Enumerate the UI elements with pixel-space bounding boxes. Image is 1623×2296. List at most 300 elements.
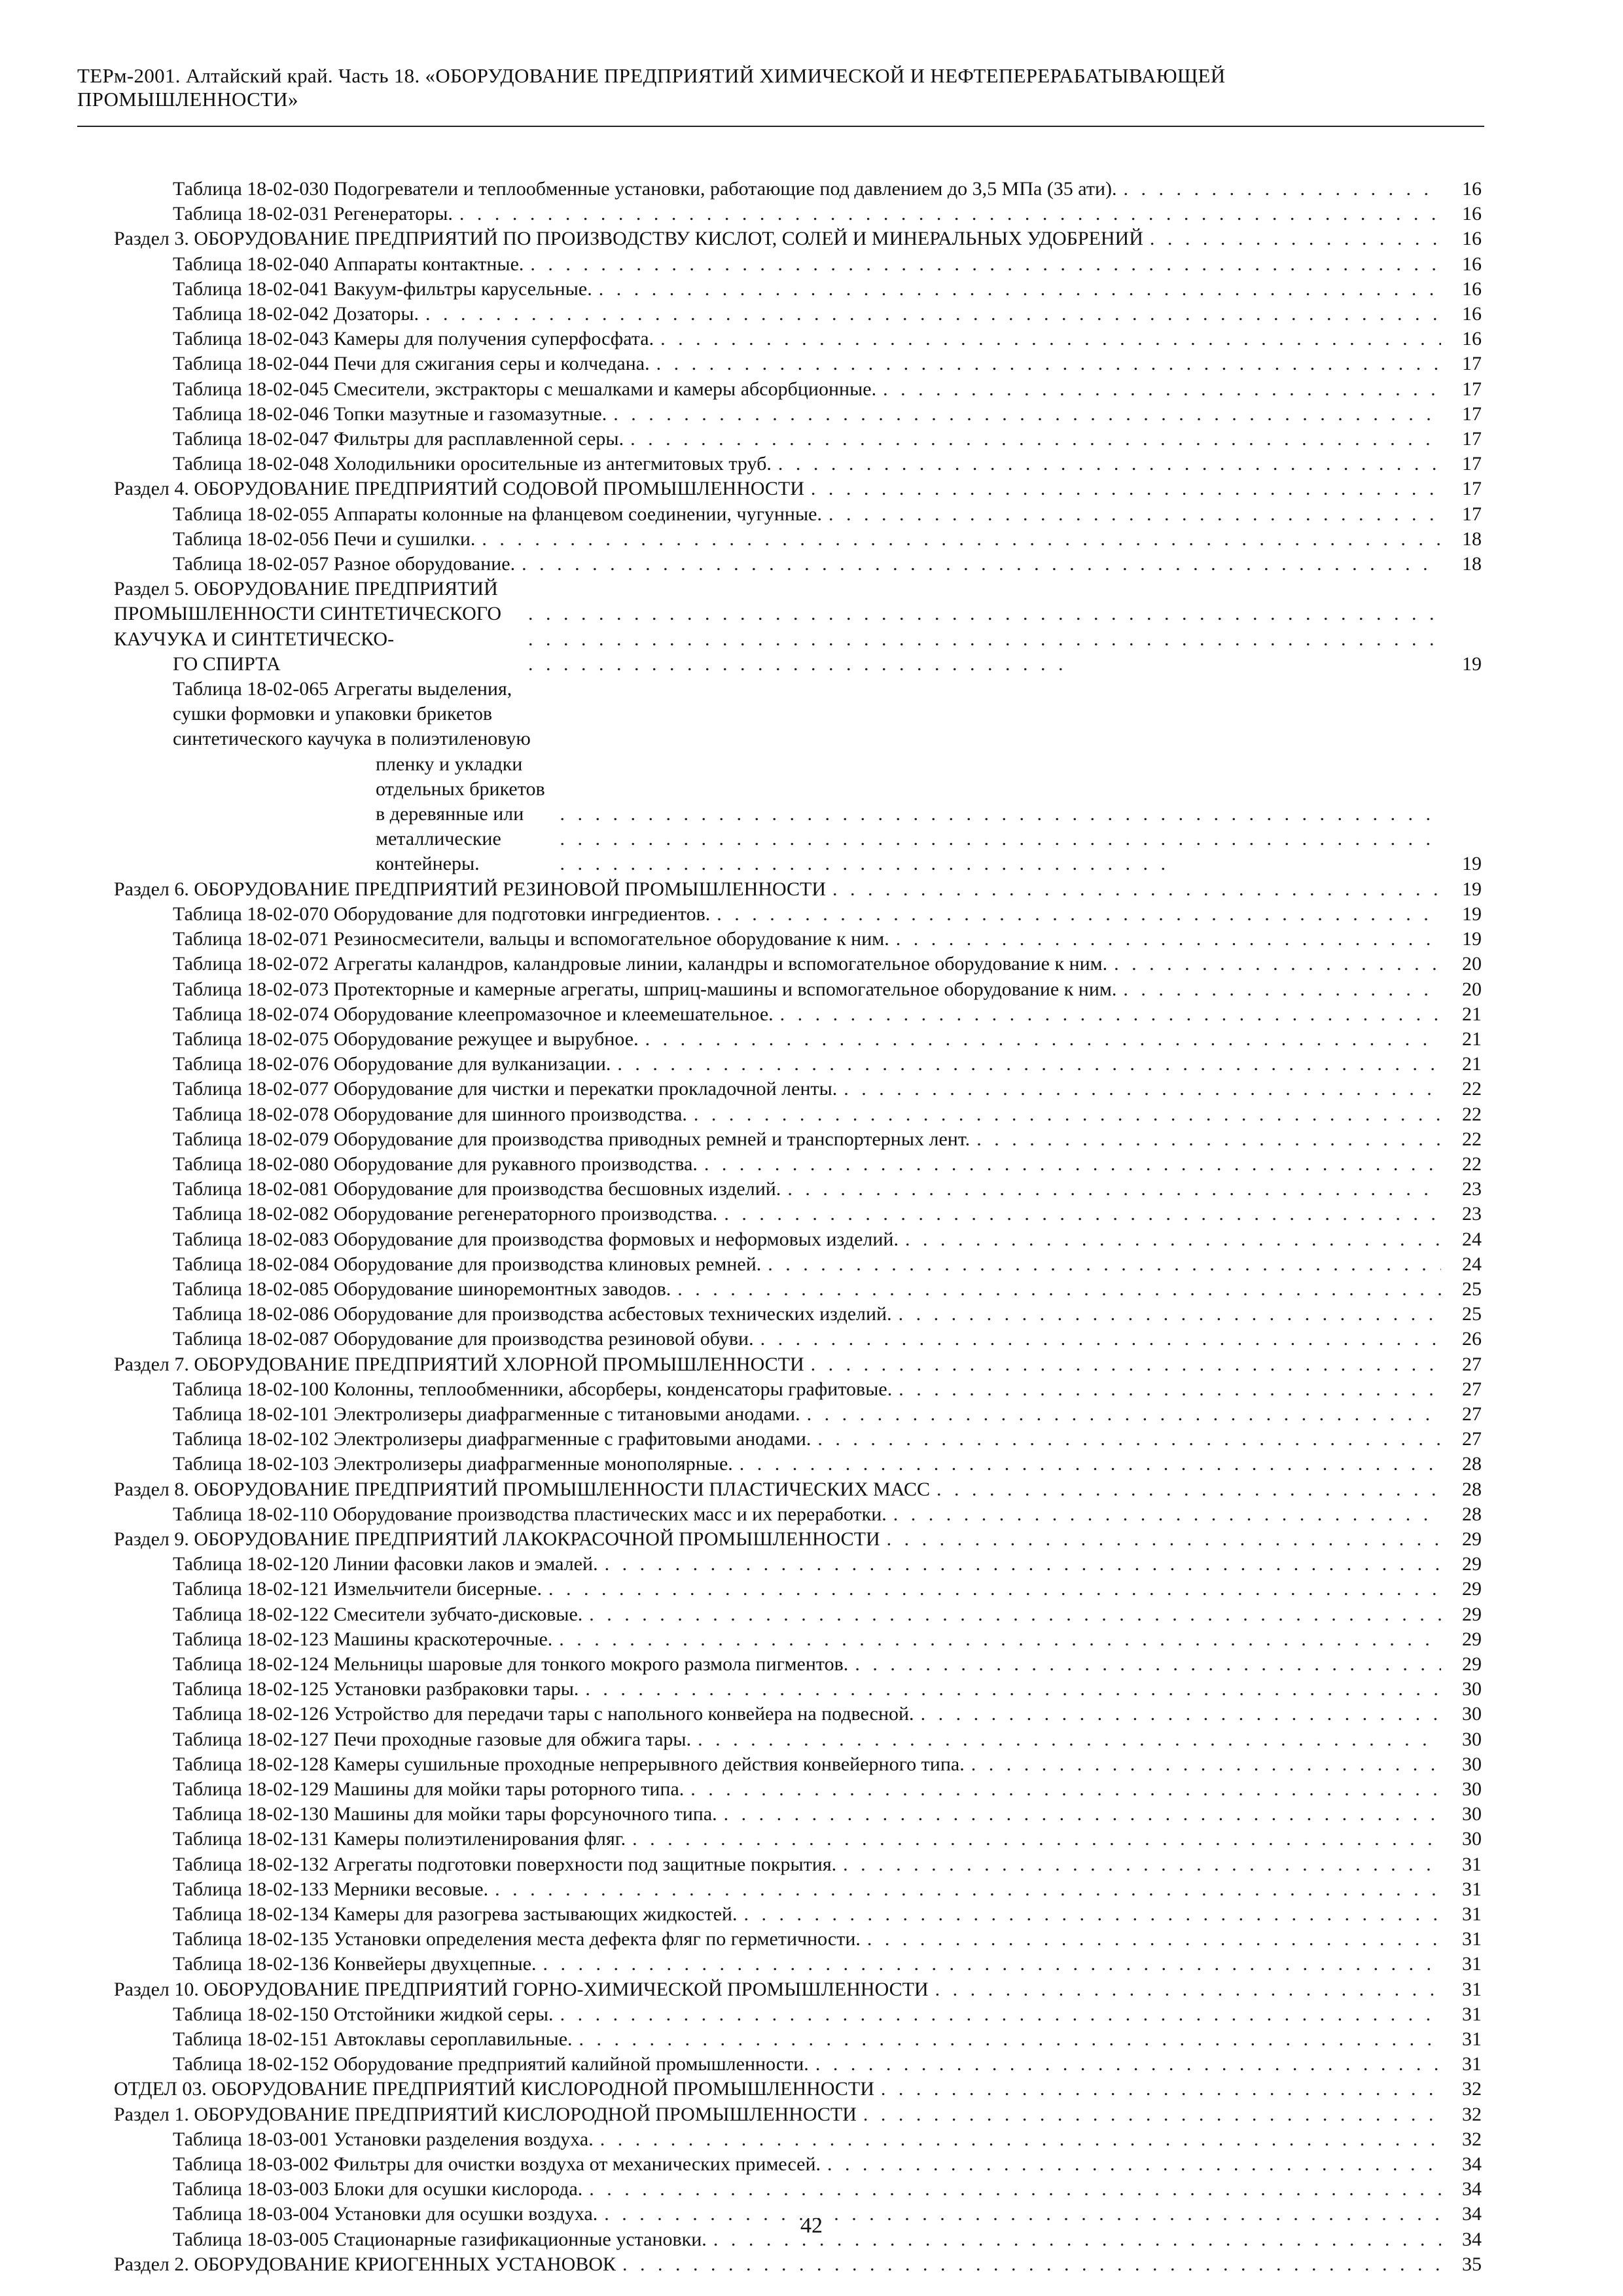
toc-page-number: 29 bbox=[1462, 1578, 1482, 1600]
toc-table-entry[interactable] bbox=[114, 1302, 1482, 1327]
toc-page-number: 27 bbox=[1462, 1353, 1482, 1375]
toc-table-entry[interactable] bbox=[114, 502, 1482, 527]
toc-entry-title bbox=[173, 677, 553, 877]
toc-dot-leader bbox=[743, 1902, 1441, 1927]
toc-page-number: 29 bbox=[1462, 1603, 1482, 1625]
toc-dot-leader bbox=[704, 1152, 1441, 1177]
toc-table-entry[interactable] bbox=[114, 1752, 1482, 1777]
toc-table-entry[interactable] bbox=[114, 302, 1482, 327]
toc-page-number: 34 bbox=[1462, 2153, 1482, 2176]
toc-page-number: 31 bbox=[1462, 1853, 1482, 1875]
toc-table-entry[interactable] bbox=[114, 1602, 1482, 1627]
toc-dot-leader bbox=[843, 1852, 1441, 1877]
toc-entry-title: Таблица 18-02-085 Оборудование шиноремонтных заводов. bbox=[173, 1278, 671, 1300]
toc-page-number: 30 bbox=[1462, 1803, 1482, 1825]
toc-page-number: 28 bbox=[1462, 1503, 1482, 1525]
page-number: 42 bbox=[800, 2214, 823, 2238]
toc-dot-leader bbox=[893, 1502, 1441, 1527]
toc-dot-leader bbox=[971, 1752, 1441, 1777]
toc-entry-title: Таблица 18-02-087 Оборудование для производства резиновой обуви. bbox=[173, 1328, 754, 1350]
toc-page-number: 29 bbox=[1462, 1653, 1482, 1675]
toc-dot-leader bbox=[811, 476, 1441, 501]
toc-page-number: 16 bbox=[1462, 328, 1482, 350]
toc-page-number: 31 bbox=[1462, 2003, 1482, 2025]
toc-entry-title: Таблица 18-02-073 Протекторные и камерные агрегаты, шприц-машины и вспомогательное оборудование к ним. bbox=[173, 978, 1117, 1000]
toc-dot-leader bbox=[600, 2127, 1441, 2152]
toc-entry-title: Таблица 18-02-121 Измельчители бисерные. bbox=[173, 1578, 542, 1600]
toc-table-entry[interactable] bbox=[114, 1727, 1482, 1752]
toc-dot-leader bbox=[760, 1327, 1441, 1352]
toc-dot-leader bbox=[896, 927, 1441, 952]
toc-dot-leader bbox=[780, 1002, 1441, 1027]
toc-page-number: 16 bbox=[1462, 203, 1482, 225]
toc-table-entry[interactable] bbox=[114, 1377, 1482, 1402]
toc-table-entry[interactable] bbox=[114, 1102, 1482, 1127]
toc-table-entry[interactable] bbox=[114, 1652, 1482, 1677]
header-line-2: ПРОМЫШЛЕННОСТИ» bbox=[77, 88, 298, 111]
toc-entry-title: Таблица 18-02-070 Оборудование для подготовки ингредиентов. bbox=[173, 903, 711, 925]
toc-page-number: 30 bbox=[1462, 1828, 1482, 1850]
toc-dot-leader bbox=[724, 1202, 1441, 1227]
toc-entry-title: Таблица 18-02-126 Устройство для передачи тары с напольного конвейера на подвесной. bbox=[173, 1703, 914, 1725]
toc-page-number: 24 bbox=[1462, 1228, 1482, 1250]
toc-entry-title: Таблица 18-03-005 Стационарные газификационные установки. bbox=[173, 2228, 707, 2250]
toc-table-entry[interactable] bbox=[114, 277, 1482, 302]
toc-page-number: 17 bbox=[1462, 353, 1482, 375]
toc-dot-leader bbox=[522, 552, 1441, 577]
toc-table-entry[interactable] bbox=[114, 677, 1482, 877]
toc-page-number: 17 bbox=[1462, 503, 1482, 525]
toc-dot-leader bbox=[740, 1452, 1441, 1477]
toc-page-number: 21 bbox=[1462, 1053, 1482, 1075]
toc-page-number: 29 bbox=[1462, 1628, 1482, 1650]
toc-dot-leader bbox=[645, 1027, 1441, 1052]
toc-entry-title: Таблица 18-02-134 Камеры для разогрева застывающих жидкостей. bbox=[173, 1903, 738, 1926]
toc-table-entry[interactable] bbox=[114, 927, 1482, 952]
toc-entry-title: Таблица 18-02-045 Смесители, экстракторы с мешалками и камеры абсорбционные. bbox=[173, 378, 877, 400]
toc-page-number: 16 bbox=[1462, 278, 1482, 300]
toc-page-number: 25 bbox=[1462, 1278, 1482, 1300]
toc-table-entry[interactable] bbox=[114, 1552, 1482, 1577]
toc-dot-leader bbox=[632, 1827, 1441, 1852]
toc-dot-leader bbox=[867, 1927, 1441, 1952]
toc-page-number: 30 bbox=[1462, 1778, 1482, 1800]
toc-table-entry[interactable] bbox=[114, 1827, 1482, 1852]
toc-dot-leader bbox=[560, 2002, 1441, 2027]
toc-dot-leader bbox=[863, 2102, 1441, 2127]
toc-page-number: 34 bbox=[1462, 2203, 1482, 2225]
toc-section-entry[interactable] bbox=[114, 1477, 1482, 1502]
toc-entry-title: Таблица 18-02-031 Регенераторы. bbox=[173, 203, 453, 225]
toc-entry-title: Раздел 8. ОБОРУДОВАНИЕ ПРЕДПРИЯТИЙ ПРОМЫШЛЕННОСТИ ПЛАСТИЧЕСКИХ МАСС bbox=[114, 1478, 930, 1500]
toc-dot-leader bbox=[829, 502, 1441, 527]
toc-entry-title: Таблица 18-02-150 Отстойники жидкой серы. bbox=[173, 2003, 554, 2025]
toc-table-entry[interactable] bbox=[114, 902, 1482, 927]
toc-entry-title: Таблица 18-02-042 Дозаторы. bbox=[173, 303, 419, 325]
toc-table-entry[interactable] bbox=[114, 1077, 1482, 1102]
toc-table-entry[interactable] bbox=[114, 1802, 1482, 1827]
toc-entry-title: Таблица 18-02-071 Резиносмесители, вальцы и вспомогательное оборудование к ним. bbox=[173, 928, 889, 950]
toc-dot-leader bbox=[622, 2252, 1441, 2277]
toc-table-entry[interactable] bbox=[114, 1177, 1482, 1202]
toc-dot-leader bbox=[844, 1077, 1441, 1102]
toc-entry-title: Таблица 18-02-041 Вакуум-фильтры карусельные. bbox=[173, 278, 592, 300]
toc-entry-title: Раздел 6. ОБОРУДОВАНИЕ ПРЕДПРИЯТИЙ РЕЗИНОВОЙ ПРОМЫШЛЕННОСТИ bbox=[114, 878, 826, 900]
toc-page-number: 23 bbox=[1462, 1178, 1482, 1200]
toc-page-number: 22 bbox=[1462, 1153, 1482, 1175]
toc-dot-leader bbox=[698, 1727, 1441, 1752]
toc-entry-title: Таблица 18-02-082 Оборудование регенераторного производства. bbox=[173, 1203, 718, 1225]
toc-page-number: 16 bbox=[1462, 303, 1482, 325]
toc-table-entry[interactable] bbox=[114, 1127, 1482, 1152]
toc-page-number: 24 bbox=[1462, 1253, 1482, 1275]
toc-page-number: 31 bbox=[1462, 1903, 1482, 1926]
toc-entry-title: Таблица 18-02-075 Оборудование режущее и вырубное. bbox=[173, 1028, 639, 1050]
toc-page-number: 16 bbox=[1462, 178, 1482, 200]
toc-table-entry[interactable] bbox=[114, 2002, 1482, 2027]
toc-page-number: 20 bbox=[1462, 978, 1482, 1000]
toc-dot-leader bbox=[617, 1052, 1441, 1077]
toc-dot-leader bbox=[887, 1527, 1441, 1552]
toc-dot-leader bbox=[585, 1677, 1441, 1702]
toc-entry-title: Раздел 3. ОБОРУДОВАНИЕ ПРЕДПРИЯТИЙ ПО ПРОИЗВОДСТВУ КИСЛОТ, СОЛЕЙ И МИНЕРАЛЬНЫХ УДОБРЕНИЙ bbox=[114, 228, 1143, 250]
toc-page-number: 31 bbox=[1462, 2028, 1482, 2051]
toc-page-number: 21 bbox=[1462, 1028, 1482, 1050]
toc-page-number: 30 bbox=[1462, 1678, 1482, 1700]
toc-entry-title: Таблица 18-02-132 Агрегаты подготовки поверхности под защитные покрытия. bbox=[173, 1853, 837, 1875]
toc-entry-title: Таблица 18-02-123 Машины краскотерочные. bbox=[173, 1628, 553, 1650]
toc-section-entry[interactable] bbox=[114, 2102, 1482, 2127]
toc-entry-title: Таблица 18-02-127 Печи проходные газовые для обжига тары. bbox=[173, 1728, 692, 1750]
toc-page-number: 31 bbox=[1462, 1878, 1482, 1900]
toc-dot-leader bbox=[660, 327, 1441, 351]
toc-table-entry[interactable] bbox=[114, 1227, 1482, 1252]
toc-dot-leader bbox=[905, 1227, 1441, 1252]
toc-page-number: 19 bbox=[1462, 903, 1482, 925]
toc-table-entry[interactable] bbox=[114, 1577, 1482, 1602]
toc-entry-title: Таблица 18-02-120 Линии фасовки лаков и эмалей. bbox=[173, 1553, 598, 1575]
table-of-contents bbox=[114, 177, 1482, 2277]
toc-dot-leader bbox=[807, 1402, 1441, 1427]
toc-table-entry[interactable] bbox=[114, 351, 1482, 376]
toc-entry-title: Таблица 18-02-110 Оборудование производства пластических масс и их переработки. bbox=[173, 1503, 887, 1525]
toc-table-entry[interactable] bbox=[114, 1902, 1482, 1927]
toc-dot-leader bbox=[579, 2027, 1441, 2052]
toc-entry-title: Таблица 18-02-080 Оборудование для рукавного производства. bbox=[173, 1153, 698, 1175]
toc-dot-leader bbox=[827, 2152, 1441, 2177]
toc-entry-title: Таблица 18-02-079 Оборудование для производства приводных ремней и транспортерных лент. bbox=[173, 1128, 971, 1150]
toc-page-number: 29 bbox=[1462, 1553, 1482, 1575]
toc-table-entry[interactable] bbox=[114, 427, 1482, 452]
toc-page-number: 18 bbox=[1462, 528, 1482, 550]
toc-entry-title: Таблица 18-02-072 Агрегаты каландров, каландровые линии, каландры и вспомогательное оборудование к ним. bbox=[173, 953, 1108, 975]
toc-page-number: 17 bbox=[1462, 478, 1482, 500]
toc-section-entry[interactable] bbox=[114, 577, 1482, 677]
toc-dot-leader bbox=[459, 202, 1441, 226]
toc-dot-leader bbox=[936, 1477, 1441, 1502]
toc-section-entry[interactable] bbox=[114, 2077, 1482, 2102]
toc-page-number: 31 bbox=[1462, 2053, 1482, 2075]
toc-dot-leader bbox=[899, 1302, 1441, 1327]
header-line-1: ТЕРм-2001. Алтайский край. Часть 18. «ОБОРУДОВАНИЕ ПРЕДПРИЯТИЙ ХИМИЧЕСКОЙ И НЕФТЕПЕРЕРАБАТЫВАЮЩЕЙ bbox=[77, 64, 1226, 87]
toc-page-number: 34 bbox=[1462, 2228, 1482, 2250]
toc-page-number: 31 bbox=[1462, 1928, 1482, 1950]
toc-dot-leader bbox=[817, 1427, 1441, 1452]
toc-dot-leader bbox=[560, 802, 1441, 877]
toc-section-entry[interactable] bbox=[114, 226, 1482, 251]
toc-table-entry[interactable] bbox=[114, 1927, 1482, 1952]
toc-page-number: 31 bbox=[1462, 1978, 1482, 2000]
toc-entry-title: Таблица 18-02-040 Аппараты контактные. bbox=[173, 253, 524, 275]
toc-table-entry[interactable] bbox=[114, 1052, 1482, 1077]
toc-page-number: 17 bbox=[1462, 403, 1482, 425]
toc-dot-leader bbox=[1123, 977, 1441, 1002]
toc-page-number: 16 bbox=[1462, 253, 1482, 275]
toc-entry-title: Таблица 18-02-046 Топки мазутные и газомазутные. bbox=[173, 403, 607, 425]
toc-table-entry[interactable] bbox=[114, 2152, 1482, 2177]
toc-entry-title: Таблица 18-02-083 Оборудование для производства формовых и неформовых изделий. bbox=[173, 1228, 899, 1250]
toc-dot-leader bbox=[495, 1877, 1441, 1902]
toc-dot-leader bbox=[1114, 952, 1441, 977]
toc-entry-title: Таблица 18-02-081 Оборудование для производства бесшовных изделий. bbox=[173, 1178, 781, 1200]
toc-table-entry[interactable] bbox=[114, 1852, 1482, 1877]
toc-entry-title-line-1: Таблица 18-02-065 Агрегаты выделения, сушки формовки и упаковки брикетов синтетического каучука в полиэтиленовую bbox=[173, 678, 531, 750]
toc-dot-leader bbox=[883, 377, 1441, 402]
toc-entry-title: Таблица 18-02-102 Электролизеры диафрагменные с графитовыми анодами. bbox=[173, 1428, 812, 1450]
toc-table-entry[interactable] bbox=[114, 2177, 1482, 2202]
toc-table-entry[interactable] bbox=[114, 552, 1482, 577]
toc-table-entry[interactable] bbox=[114, 327, 1482, 351]
toc-page-number: 30 bbox=[1462, 1728, 1482, 1750]
toc-entry-title: Раздел 1. ОБОРУДОВАНИЕ ПРЕДПРИЯТИЙ КИСЛОРОДНОЙ ПРОМЫШЛЕННОСТИ bbox=[114, 2103, 857, 2125]
toc-dot-leader bbox=[589, 2177, 1441, 2202]
toc-table-entry[interactable] bbox=[114, 1677, 1482, 1702]
toc-dot-leader bbox=[724, 1802, 1441, 1827]
toc-table-entry[interactable] bbox=[114, 202, 1482, 226]
toc-dot-leader bbox=[976, 1127, 1441, 1152]
toc-table-entry[interactable] bbox=[114, 1402, 1482, 1427]
toc-table-entry[interactable] bbox=[114, 252, 1482, 277]
toc-entry-title: Таблица 18-02-122 Смесители зубчато-дисковые. bbox=[173, 1603, 583, 1625]
toc-page-number: 21 bbox=[1462, 1003, 1482, 1025]
toc-dot-leader bbox=[589, 1602, 1441, 1627]
toc-dot-leader bbox=[694, 1102, 1441, 1127]
toc-page-number: 23 bbox=[1462, 1203, 1482, 1225]
toc-entry-title: Таблица 18-03-004 Установки для осушки воздуха. bbox=[173, 2203, 598, 2225]
toc-entry-title: Раздел 4. ОБОРУДОВАНИЕ ПРЕДПРИЯТИЙ СОДОВОЙ ПРОМЫШЛЕННОСТИ bbox=[114, 478, 804, 500]
toc-dot-leader bbox=[690, 1777, 1441, 1802]
toc-page-number: 18 bbox=[1462, 553, 1482, 575]
toc-page-number: 30 bbox=[1462, 1753, 1482, 1775]
toc-table-entry[interactable] bbox=[114, 1777, 1482, 1802]
toc-page-number: 22 bbox=[1462, 1128, 1482, 1150]
toc-page-number: 27 bbox=[1462, 1428, 1482, 1450]
toc-entry-title: Таблица 18-02-074 Оборудование клеепромазочное и клеемешательное. bbox=[173, 1003, 774, 1025]
toc-table-entry[interactable] bbox=[114, 2127, 1482, 2152]
toc-dot-leader bbox=[528, 601, 1441, 677]
toc-table-entry[interactable] bbox=[114, 527, 1482, 552]
toc-page-number: 31 bbox=[1462, 1953, 1482, 1975]
toc-dot-leader bbox=[425, 302, 1441, 327]
toc-table-entry[interactable] bbox=[114, 1877, 1482, 1902]
toc-table-entry[interactable] bbox=[114, 402, 1482, 427]
toc-entry-title: Таблица 18-02-077 Оборудование для чистки и перекатки прокладочной ленты. bbox=[173, 1078, 838, 1100]
toc-entry-title: Таблица 18-02-057 Разное оборудование. bbox=[173, 553, 516, 575]
toc-section-entry[interactable] bbox=[114, 476, 1482, 501]
toc-entry-title: Таблица 18-02-048 Холодильники оросительные из антегмитовых труб. bbox=[173, 453, 772, 475]
toc-entry-title: Таблица 18-02-055 Аппараты колонные на фланцевом соединении, чугунные. bbox=[173, 503, 822, 525]
toc-entry-title: Таблица 18-02-044 Печи для сжигания серы и колчедана. bbox=[173, 353, 650, 375]
toc-dot-leader bbox=[768, 1252, 1441, 1277]
toc-table-entry[interactable] bbox=[114, 1277, 1482, 1302]
toc-page-number: 34 bbox=[1462, 2178, 1482, 2200]
toc-dot-leader bbox=[559, 1627, 1441, 1652]
toc-dot-leader bbox=[656, 351, 1441, 376]
toc-table-entry[interactable] bbox=[114, 452, 1482, 476]
toc-dot-leader bbox=[855, 1652, 1441, 1677]
toc-page-number: 32 bbox=[1462, 2103, 1482, 2125]
toc-dot-leader bbox=[543, 1952, 1441, 1977]
toc-dot-leader bbox=[921, 1702, 1441, 1727]
toc-table-entry[interactable] bbox=[114, 2052, 1482, 2077]
toc-entry-title: Раздел 2. ОБОРУДОВАНИЕ КРИОГЕННЫХ УСТАНОВОК bbox=[114, 2253, 616, 2275]
toc-entry-title: Таблица 18-02-103 Электролизеры диафрагменные монополярные. bbox=[173, 1453, 733, 1475]
toc-entry-title: Таблица 18-02-078 Оборудование для шинного производства. bbox=[173, 1103, 687, 1125]
toc-page-number: 17 bbox=[1462, 378, 1482, 400]
toc-page-number: 22 bbox=[1462, 1103, 1482, 1125]
toc-page-number: 22 bbox=[1462, 1078, 1482, 1100]
toc-dot-leader bbox=[599, 277, 1441, 302]
toc-dot-leader bbox=[677, 1277, 1441, 1302]
toc-dot-leader bbox=[787, 1177, 1441, 1202]
toc-table-entry[interactable] bbox=[114, 977, 1482, 1002]
toc-entry-title: Таблица 18-02-125 Установки разбраковки тары. bbox=[173, 1678, 579, 1700]
toc-section-entry[interactable] bbox=[114, 1352, 1482, 1377]
toc-entry-title: Таблица 18-02-056 Печи и сушилки. bbox=[173, 528, 476, 550]
toc-entry-title: Таблица 18-02-129 Машины для мойки тары роторного типа. bbox=[173, 1778, 685, 1800]
header-divider bbox=[77, 126, 1484, 127]
toc-page-number: 32 bbox=[1462, 2078, 1482, 2100]
toc-table-entry[interactable] bbox=[114, 2027, 1482, 2052]
toc-dot-leader bbox=[717, 902, 1441, 927]
toc-table-entry[interactable] bbox=[114, 177, 1482, 202]
toc-page-number: 19 bbox=[1462, 878, 1482, 900]
toc-entry-title-line-2: пленку и укладки отдельных брикетов в деревянные или металлические контейнеры. bbox=[376, 753, 545, 875]
toc-page-number: 29 bbox=[1462, 1528, 1482, 1550]
toc-table-entry[interactable] bbox=[114, 1252, 1482, 1277]
toc-table-entry[interactable] bbox=[114, 1452, 1482, 1477]
toc-entry-title-line-2: ГО СПИРТА bbox=[173, 653, 281, 675]
toc-entry-title: Таблица 18-03-003 Блоки для осушки кислорода. bbox=[173, 2178, 583, 2200]
toc-entry-title: Раздел 7. ОБОРУДОВАНИЕ ПРЕДПРИЯТИЙ ХЛОРНОЙ ПРОМЫШЛЕННОСТИ bbox=[114, 1353, 804, 1375]
toc-entry-title: Таблица 18-02-135 Установки определения места дефекта фляг по герметичности. bbox=[173, 1928, 861, 1950]
toc-page-number: 35 bbox=[1462, 2253, 1482, 2275]
toc-entry-title: Раздел 10. ОБОРУДОВАНИЕ ПРЕДПРИЯТИЙ ГОРНО-ХИМИЧЕСКОЙ ПРОМЫШЛЕННОСТИ bbox=[114, 1978, 929, 2000]
toc-page-number: 17 bbox=[1462, 453, 1482, 475]
toc-table-entry[interactable] bbox=[114, 1002, 1482, 1027]
toc-section-entry[interactable] bbox=[114, 1527, 1482, 1552]
toc-page-number: 30 bbox=[1462, 1703, 1482, 1725]
toc-entry-title-line-1: Раздел 5. ОБОРУДОВАНИЕ ПРЕДПРИЯТИЙ ПРОМЫШЛЕННОСТИ СИНТЕТИЧЕСКОГО КАУЧУКА И СИНТЕТИЧЕСКО- bbox=[114, 578, 502, 650]
toc-entry-title: Таблица 18-02-124 Мельницы шаровые для тонкого мокрого размола пигментов. bbox=[173, 1653, 849, 1675]
toc-table-entry[interactable] bbox=[114, 1152, 1482, 1177]
toc-dot-leader bbox=[1124, 177, 1441, 202]
toc-entry-title: Таблица 18-02-100 Колонны, теплообменники, абсорберы, конденсаторы графитовые. bbox=[173, 1378, 893, 1400]
toc-entry-title: Таблица 18-02-047 Фильтры для расплавленной серы. bbox=[173, 428, 624, 450]
toc-page-number: 26 bbox=[1462, 1328, 1482, 1350]
toc-page-number: 27 bbox=[1462, 1403, 1482, 1425]
toc-dot-leader bbox=[482, 527, 1441, 552]
toc-entry-title: Таблица 18-02-030 Подогреватели и теплообменные установки, работающие под давлением до 3,5 МПа (35 ати). bbox=[173, 178, 1117, 200]
toc-entry-title: Таблица 18-02-151 Автоклавы сероплавильные. bbox=[173, 2028, 573, 2051]
toc-entry-title: Таблица 18-02-076 Оборудование для вулканизации. bbox=[173, 1053, 611, 1075]
toc-page-number: 28 bbox=[1462, 1453, 1482, 1475]
toc-page-number: 32 bbox=[1462, 2128, 1482, 2150]
toc-dot-leader bbox=[613, 402, 1441, 427]
toc-entry-title: Таблица 18-02-128 Камеры сушильные проходные непрерывного действия конвейерного типа. bbox=[173, 1753, 965, 1775]
toc-page-number: 16 bbox=[1462, 228, 1482, 250]
toc-page-number: 20 bbox=[1462, 953, 1482, 975]
toc-entry-title: Раздел 9. ОБОРУДОВАНИЕ ПРЕДПРИЯТИЙ ЛАКОКРАСОЧНОЙ ПРОМЫШЛЕННОСТИ bbox=[114, 1528, 880, 1550]
toc-entry-title: Таблица 18-02-152 Оборудование предприятий калийной промышленности. bbox=[173, 2053, 809, 2075]
toc-entry-title: Таблица 18-02-086 Оборудование для производства асбестовых технических изделий. bbox=[173, 1303, 892, 1325]
toc-entry-title: Таблица 18-03-002 Фильтры для очистки воздуха от механических примесей. bbox=[173, 2153, 821, 2176]
toc-entry-title: Таблица 18-02-133 Мерники весовые. bbox=[173, 1878, 489, 1900]
toc-page-number: 27 bbox=[1462, 1378, 1482, 1400]
toc-dot-leader bbox=[548, 1577, 1441, 1602]
toc-table-entry[interactable] bbox=[114, 377, 1482, 402]
toc-dot-leader bbox=[530, 252, 1441, 277]
toc-section-entry[interactable] bbox=[114, 877, 1482, 902]
toc-entry-title: Таблица 18-02-131 Камеры полиэтиленирования фляг. bbox=[173, 1828, 626, 1850]
toc-page-number: 19 bbox=[1462, 853, 1482, 875]
toc-table-entry[interactable] bbox=[114, 1627, 1482, 1652]
toc-entry-title: Таблица 18-02-130 Машины для мойки тары форсуночного типа. bbox=[173, 1803, 717, 1825]
toc-section-entry[interactable] bbox=[114, 1977, 1482, 2002]
page-header bbox=[77, 64, 1484, 111]
toc-dot-leader bbox=[811, 1352, 1441, 1377]
toc-table-entry[interactable] bbox=[114, 1702, 1482, 1727]
toc-dot-leader bbox=[630, 427, 1441, 452]
toc-table-entry[interactable] bbox=[114, 1202, 1482, 1227]
toc-table-entry[interactable] bbox=[114, 1327, 1482, 1352]
toc-page-number: 19 bbox=[1462, 928, 1482, 950]
toc-entry-title: Таблица 18-02-084 Оборудование для производства клиновых ремней. bbox=[173, 1253, 762, 1275]
toc-page-number: 19 bbox=[1462, 653, 1482, 675]
toc-dot-leader bbox=[881, 2077, 1441, 2102]
toc-table-entry[interactable] bbox=[114, 1952, 1482, 1977]
toc-dot-leader bbox=[1150, 226, 1441, 251]
toc-section-entry[interactable] bbox=[114, 2252, 1482, 2277]
toc-page-number: 17 bbox=[1462, 428, 1482, 450]
toc-dot-leader bbox=[832, 877, 1441, 902]
toc-table-entry[interactable] bbox=[114, 952, 1482, 977]
toc-dot-leader bbox=[815, 2052, 1441, 2077]
toc-entry-title: Таблица 18-02-101 Электролизеры диафрагменные с титановыми анодами. bbox=[173, 1403, 800, 1425]
toc-dot-leader bbox=[778, 452, 1441, 476]
toc-dot-leader bbox=[605, 1552, 1441, 1577]
toc-dot-leader bbox=[899, 1377, 1441, 1402]
toc-table-entry[interactable] bbox=[114, 1027, 1482, 1052]
toc-table-entry[interactable] bbox=[114, 1502, 1482, 1527]
toc-entry-title: Таблица 18-02-043 Камеры для получения суперфосфата. bbox=[173, 328, 654, 350]
toc-page-number: 28 bbox=[1462, 1478, 1482, 1500]
toc-entry-title: Таблица 18-03-001 Установки разделения воздуха. bbox=[173, 2128, 594, 2150]
toc-entry-title: Таблица 18-02-136 Конвейеры двухцепные. bbox=[173, 1953, 537, 1975]
toc-dot-leader bbox=[935, 1977, 1441, 2002]
toc-table-entry[interactable] bbox=[114, 1427, 1482, 1452]
toc-entry-title: ОТДЕЛ 03. ОБОРУДОВАНИЕ ПРЕДПРИЯТИЙ КИСЛОРОДНОЙ ПРОМЫШЛЕННОСТИ bbox=[114, 2078, 874, 2100]
